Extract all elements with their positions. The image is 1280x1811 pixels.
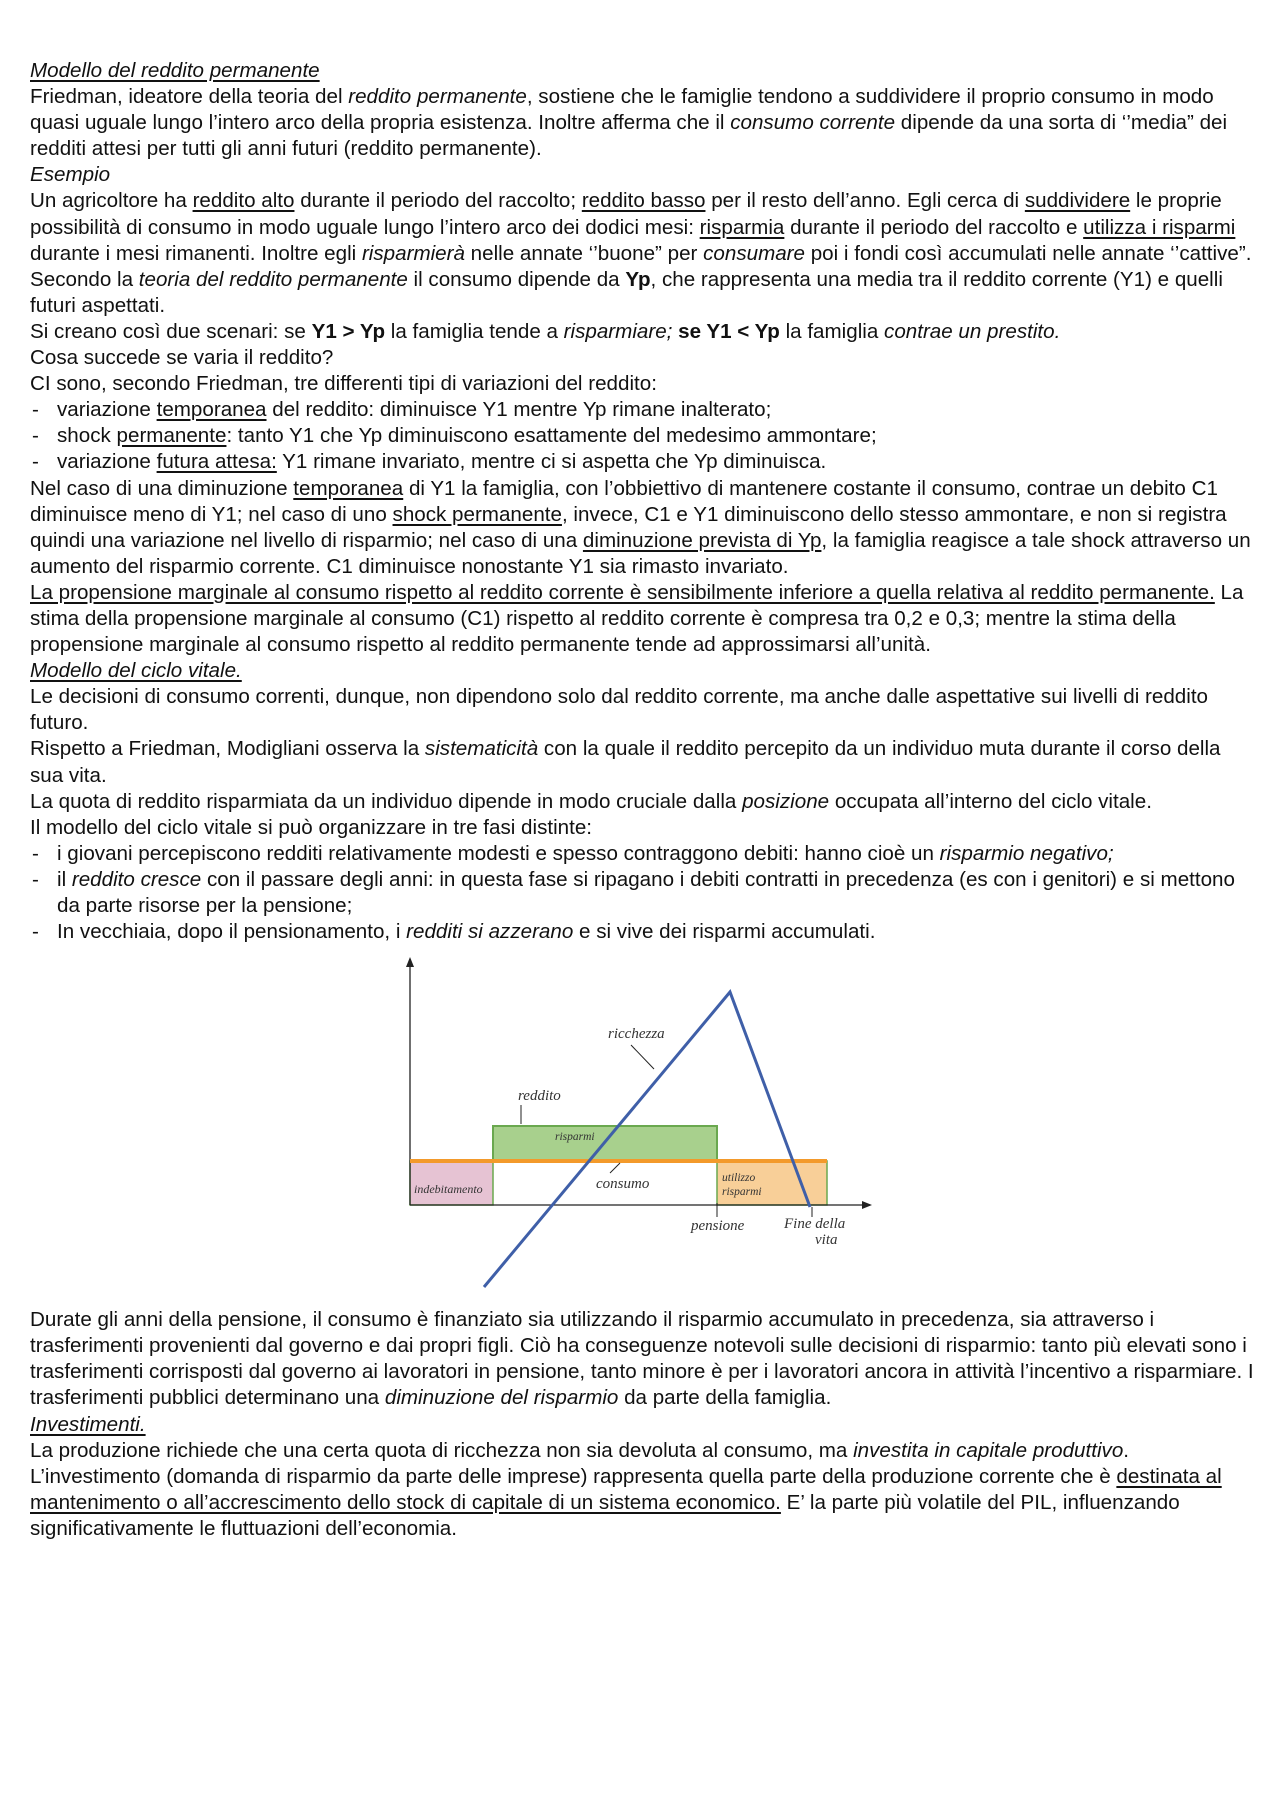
consumo-pointer bbox=[610, 1163, 620, 1173]
list-item: - i giovani percepiscono redditi relativamente modesti e spesso contraggono debiti: hanno cioè un risparmio negativo; bbox=[32, 841, 1114, 865]
consumo-label: consumo bbox=[596, 1176, 650, 1193]
paragraph: L’investimento (domanda di risparmio da parte delle imprese) rappresenta quella parte della produzione corrente che è destinata al mantenimento o all’accrescimento dello stock di capitale di un sistema economico. E’ la parte più volatile del PIL, influenzando significativamente le fluttuazioni dell’economia. bbox=[30, 1464, 1222, 1540]
section-title: Modello del ciclo vitale. bbox=[30, 659, 242, 683]
paragraph: Rispetto a Friedman, Modigliani osserva la sistematicità con la quale il reddito percepito da un individuo muta durante il corso della sua vita. bbox=[30, 737, 1221, 787]
paragraph: Si creano così due scenari: se Y1 > Yp la famiglia tende a risparmiare; se Y1 < Yp la famiglia contrae un prestito. bbox=[30, 319, 1061, 343]
paragraph: La quota di reddito risparmiata da un individuo dipende in modo cruciale dalla posizione occupata all’interno del ciclo vitale. bbox=[30, 789, 1152, 813]
fine-vita-label: Fine della bbox=[784, 1216, 846, 1233]
document-page bbox=[30, 58, 1255, 1542]
life-cycle-diagram bbox=[30, 945, 1255, 1307]
ricchezza-label: ricchezza bbox=[608, 1026, 665, 1043]
x-axis-arrow bbox=[862, 1201, 872, 1209]
paragraph: Cosa succede se varia il reddito? bbox=[30, 346, 334, 370]
risparmi-label: risparmi bbox=[555, 1131, 595, 1144]
paragraph: Nel caso di una diminuzione temporanea di Y1 la famiglia, con l’obbiettivo di mantenere costante il consumo, contrae un debito C1 diminuisce meno di Y1; nel caso di uno shock permanente, invece, C1 e Y1 diminuiscono dello stesso ammontare, e non si registra quindi una variazione nel livello di risparmio; nel caso di una diminuzione prevista di Yp, la famiglia reagisce a tale shock attraverso un aumento del risparmio corrente. C1 diminuisce nonostante Y1 sia rimasto invariato. bbox=[30, 476, 1251, 578]
list-item: - shock permanente: tanto Y1 che Yp diminuiscono esattamente del medesimo ammontare; bbox=[32, 424, 877, 448]
paragraph: La produzione richiede che una certa quota di ricchezza non sia devoluta al consumo, ma investita in capitale produttivo. bbox=[30, 1438, 1130, 1462]
paragraph: La propensione marginale al consumo rispetto al reddito corrente è sensibilmente inferiore a quella relativa al reddito permanente. La stima della propensione marginale al consumo (C1) rispetto al reddito corrente è compresa tra 0,2 e 0,3; mentre la stima della propensione marginale al consumo rispetto al reddito permanente tende ad approssimarsi all’unità. bbox=[30, 580, 1244, 657]
paragraph: Secondo la teoria del reddito permanente il consumo dipende da Yp, che rappresenta una media tra il reddito corrente (Y1) e quelli futuri aspettati. bbox=[30, 267, 1223, 317]
indebitamento-label: indebitamento bbox=[414, 1182, 483, 1197]
paragraph: Friedman, ideatore della teoria del reddito permanente, sostiene che le famiglie tendono a suddividere il proprio consumo in modo quasi uguale lungo l’intero arco della propria esistenza. Inoltre afferma che il consumo corrente dipende da una sorta di ‘’media” dei redditi attesi per tutti gli anni futuri (reddito permanente). bbox=[30, 85, 1228, 161]
list-item: - variazione temporanea del reddito: diminuisce Y1 mentre Yp rimane inalterato; bbox=[32, 398, 772, 422]
list-item: - variazione futura attesa: Y1 rimane invariato, mentre ci si aspetta che Yp diminuisca. bbox=[32, 450, 827, 474]
utilizzo-label: utilizzo bbox=[722, 1172, 756, 1185]
paragraph: Le decisioni di consumo correnti, dunque, non dipendono solo dal reddito corrente, ma anche dalle aspettative sui livelli di reddito futuro. bbox=[30, 685, 1209, 735]
section-title: Modello del reddito permanente bbox=[30, 59, 320, 82]
paragraph: CI sono, secondo Friedman, tre differenti tipi di variazioni del reddito: bbox=[30, 372, 657, 396]
life-cycle-diagram-svg bbox=[30, 945, 1255, 1307]
example-heading: Esempio bbox=[30, 163, 111, 187]
pensione-label: pensione bbox=[691, 1218, 745, 1235]
list-item: - In vecchiaia, dopo il pensionamento, i redditi si azzerano e si vive dei risparmi accumulati. bbox=[32, 920, 876, 944]
section-title: Investimenti. bbox=[30, 1412, 146, 1436]
utilizzo-risparmi-label: risparmi bbox=[722, 1186, 762, 1199]
paragraph: Un agricoltore ha reddito alto durante il periodo del raccolto; reddito basso per il resto dell’anno. Egli cerca di suddividere le proprie possibilità di consumo in modo uguale lungo l’intero arco dei dodici mesi: risparmia durante il periodo del raccolto e utilizza i risparmi durante i mesi rimanenti. Inoltre egli risparmierà nelle annate ‘’buone” per consumare poi i fondi così accumulati nelle annate ‘’cattive”. bbox=[30, 189, 1252, 265]
ricchezza-pointer bbox=[631, 1045, 654, 1069]
fine-vita-label-2: vita bbox=[815, 1232, 838, 1249]
paragraph: Il modello del ciclo vitale si può organizzare in tre fasi distinte: bbox=[30, 815, 593, 839]
reddito-label: reddito bbox=[518, 1088, 561, 1105]
list-item: - il reddito cresce con il passare degli anni: in questa fase si ripagano i debiti contratti in precedenza (es con i genitori) e si mettono da parte risorse per la pensione; bbox=[32, 867, 1235, 917]
y-axis-arrow bbox=[406, 957, 414, 967]
paragraph: Durate gli anni della pensione, il consumo è finanziato sia utilizzando il risparmio accumulato in precedenza, sia attraverso i trasferimenti provenienti dal governo e dai propri figli. Ciò ha conseguenze notevoli sulle decisioni di risparmio: tanto più elevati sono i trasferimenti corrisposti dal governo ai lavoratori in pensione, tanto minore è per i lavoratori ancora in attività l’incentivo a risparmiare. I trasferimenti pubblici determinano una diminuzione del risparmio da parte della famiglia. bbox=[30, 1308, 1254, 1410]
